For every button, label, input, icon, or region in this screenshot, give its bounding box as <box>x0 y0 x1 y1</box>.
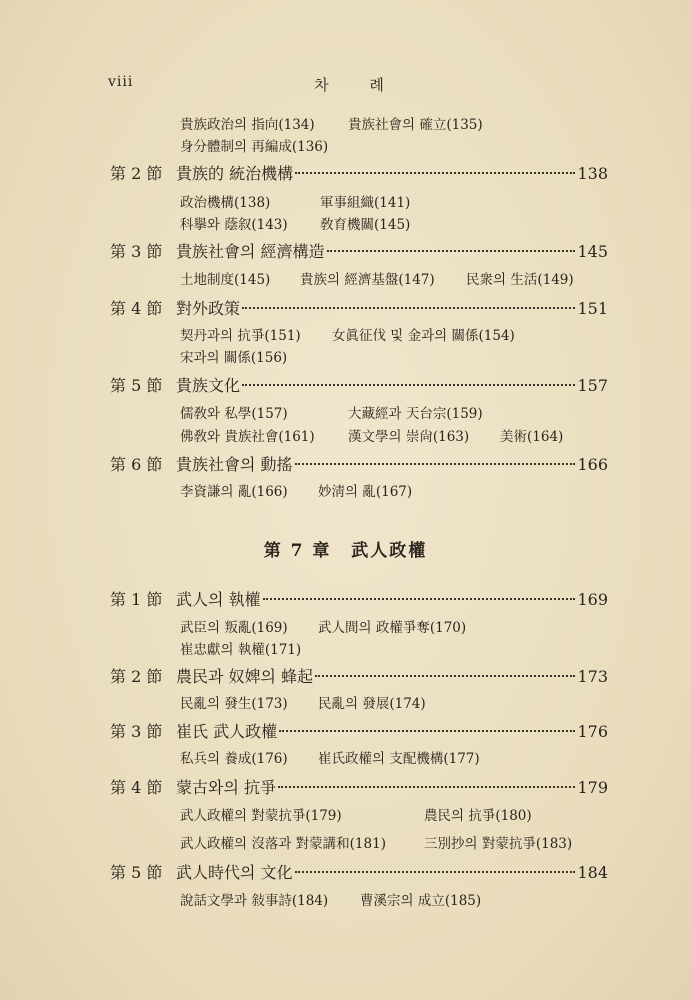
section-page: 176 <box>577 722 608 741</box>
section-title: 對外政策 <box>176 299 241 318</box>
section-page: 169 <box>577 590 608 609</box>
section-title: 武人의 執權 <box>176 590 261 609</box>
section-page: 157 <box>577 376 608 395</box>
section-title: 武人時代의 文化 <box>176 863 293 882</box>
toc-subentry: 私兵의 養成(176) <box>180 751 288 767</box>
dot-leader <box>242 306 575 309</box>
section-title: 貴族的 統治機構 <box>176 164 294 183</box>
section-page: 173 <box>577 667 608 686</box>
section-number: 第 4 節 <box>110 299 163 318</box>
section-title: 貴族社會의 動搖 <box>176 455 293 474</box>
chapter-number: 第 7 章 <box>263 541 332 561</box>
toc-subentry: 武人間의 政權爭奪(170) <box>318 620 467 636</box>
section-number: 第 3 節 <box>110 242 163 261</box>
toc-section-entry[interactable] <box>110 664 608 688</box>
toc-subentry: 武人政權의 對蒙抗爭(179) <box>180 808 342 824</box>
toc-section-entry[interactable] <box>110 860 608 884</box>
running-title: 차 례 <box>314 76 402 94</box>
toc-subentry: 民亂의 發展(174) <box>318 696 426 712</box>
toc-subentry: 美術(164) <box>500 429 564 445</box>
toc-section-entry[interactable] <box>110 373 608 397</box>
toc-subentry: 說話文學과 敍事詩(184) <box>180 893 329 909</box>
chapter-title: 武人政權 <box>351 541 428 561</box>
toc-section-entry[interactable] <box>110 775 608 799</box>
section-page: 138 <box>577 164 608 183</box>
toc-subentry: 軍事組織(141) <box>320 195 411 211</box>
toc-subentry: 崔氏政權의 支配機構(177) <box>318 751 480 767</box>
section-number: 第 2 節 <box>110 164 163 183</box>
toc-subentry: 崔忠獻의 執權(171) <box>180 642 302 658</box>
section-number: 第 4 節 <box>110 778 163 797</box>
toc-section-entry[interactable] <box>110 239 608 263</box>
chapter-heading[interactable] <box>0 536 691 561</box>
section-number: 第 3 節 <box>110 722 163 741</box>
toc-subentry: 民亂의 發生(173) <box>180 696 288 712</box>
toc-subentry: 三別抄의 對蒙抗爭(183) <box>424 836 573 852</box>
dot-leader <box>295 870 576 873</box>
toc-subentry: 武臣의 叛亂(169) <box>180 620 288 636</box>
toc-subentry: 土地制度(145) <box>180 272 271 288</box>
section-title: 貴族文化 <box>176 376 241 395</box>
toc-subentry: 佛敎와 貴族社會(161) <box>180 429 315 445</box>
section-page: 166 <box>577 455 608 474</box>
toc-subentry: 敎育機關(145) <box>320 217 411 233</box>
toc-subentry: 農民의 抗爭(180) <box>424 808 532 824</box>
toc-section-entry[interactable] <box>110 587 608 611</box>
toc-section-entry[interactable] <box>110 296 608 320</box>
toc-subentry: 武人政權의 沒落과 對蒙講和(181) <box>180 836 386 852</box>
toc-subentry: 貴族政治의 指向(134) <box>180 117 315 133</box>
toc-section-entry[interactable] <box>110 719 608 743</box>
toc-subentry: 儒敎와 私學(157) <box>180 406 288 422</box>
toc-subentry: 政治機構(138) <box>180 195 271 211</box>
page-number: viii <box>108 74 134 90</box>
dot-leader <box>315 674 575 677</box>
section-title: 貴族社會의 經濟構造 <box>176 242 325 261</box>
toc-subentry: 大藏經과 天台宗(159) <box>348 406 483 422</box>
toc-section-entry[interactable] <box>110 161 608 185</box>
section-page: 179 <box>577 778 608 797</box>
toc-subentry: 科擧와 蔭叙(143) <box>180 217 288 233</box>
dot-leader <box>295 171 575 174</box>
toc-subentry: 女眞征伐 및 金과의 關係(154) <box>332 328 515 344</box>
toc-subentry: 身分體制의 再編成(136) <box>180 139 329 155</box>
dot-leader <box>278 785 575 788</box>
toc-subentry: 契丹과의 抗爭(151) <box>180 328 301 344</box>
dot-leader <box>327 249 576 252</box>
page-header <box>108 74 608 98</box>
section-number: 第 5 節 <box>110 863 163 882</box>
section-title: 崔氏 武人政權 <box>176 722 278 741</box>
section-page: 184 <box>577 863 608 882</box>
section-number: 第 6 節 <box>110 455 163 474</box>
toc-subentry: 貴族의 經濟基盤(147) <box>300 272 435 288</box>
toc-subentry: 宋과의 關係(156) <box>180 350 288 366</box>
dot-leader <box>263 597 576 600</box>
toc-subentry: 李資謙의 亂(166) <box>180 484 288 500</box>
toc-subentry: 漢文學의 崇尙(163) <box>348 429 470 445</box>
section-title: 蒙古와의 抗爭 <box>176 778 276 797</box>
dot-leader <box>242 383 575 386</box>
section-number: 第 1 節 <box>110 590 163 609</box>
toc-subentry: 貴族社會의 確立(135) <box>348 117 483 133</box>
section-number: 第 5 節 <box>110 376 163 395</box>
toc-subentry: 民衆의 生活(149) <box>466 272 574 288</box>
section-page: 145 <box>577 242 608 261</box>
section-title: 農民과 奴婢의 蜂起 <box>176 667 314 686</box>
toc-subentry: 妙淸의 亂(167) <box>318 484 413 500</box>
section-page: 151 <box>577 299 608 318</box>
toc-section-entry[interactable] <box>110 452 608 476</box>
section-number: 第 2 節 <box>110 667 163 686</box>
dot-leader <box>279 729 575 732</box>
dot-leader <box>295 462 576 465</box>
toc-subentry: 曹溪宗의 成立(185) <box>360 893 482 909</box>
